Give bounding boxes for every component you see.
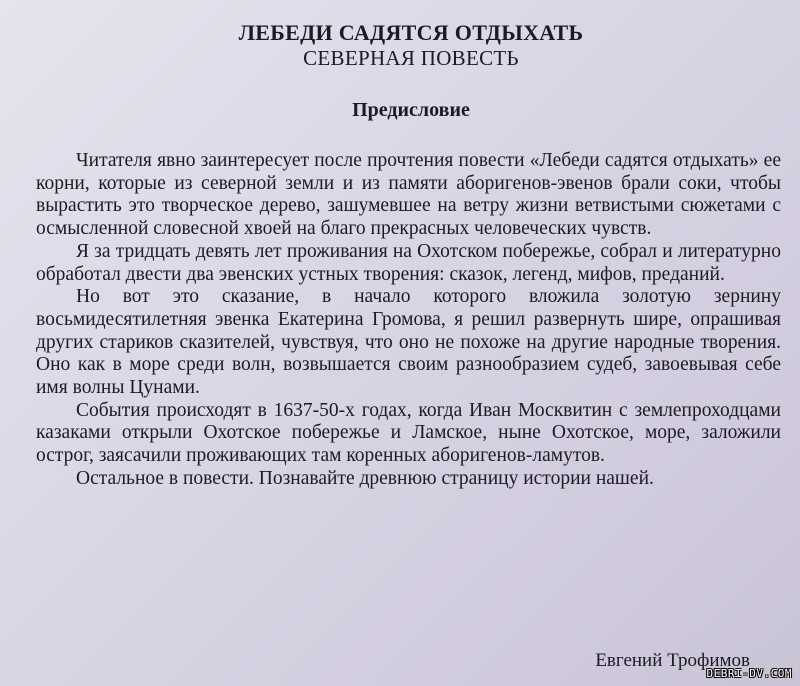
body-text — [36, 150, 781, 491]
paragraph-2: Я за тридцать девять лет проживания на Охотском побережье, собрал и литературно обработал двести два эвенских устных творения: сказок, легенд, мифов, преданий. — [36, 240, 781, 285]
document-subtitle: СЕВЕРНАЯ ПОВЕСТЬ — [303, 46, 519, 70]
paragraph-4: События происходят в 1637-50-х годах, когда Иван Москвитин с землепроходцами казаками открыли Охотское побережье и Ламское, ныне Охотское, море, заложили острог, заясачили проживающих там коренных аборигенов-ламутов. — [36, 399, 781, 467]
paragraph-1: Читателя явно заинтересует после прочтения повести «Лебеди садятся отдыхать» ее корни, которые из северной земли и из памяти аборигенов-эвенов брали соки, чтобы вырастить это творческое дерево, зашумевшее на ветру жизни ветвистыми сюжетами с осмысленной словесной хвоей на благо прекрасных человеческих чувств. — [36, 150, 781, 240]
paragraph-3: Но вот это сказание, в начало которого вложила золотую зернину восьмидесятилетняя эвенка Екатерина Громова, я решил развернуть шире, опрашивая других стариков сказителей, чувствуя, что оно не похоже на другие народные творения. Оно как в море среди волн, возвышается своим разнообразием судеб, завоевывая себе имя волны Цунами. — [36, 286, 781, 399]
section-heading: Предисловие — [352, 99, 470, 121]
author-signature: Евгений Трофимов — [595, 650, 750, 671]
document-title: ЛЕБЕДИ САДЯТСЯ ОТДЫХАТЬ — [238, 20, 584, 45]
paragraph-5: Остальное в повести. Познавайте древнюю страницу истории нашей. — [76, 467, 654, 489]
site-watermark: DEBRI-DV.COM — [706, 667, 792, 680]
